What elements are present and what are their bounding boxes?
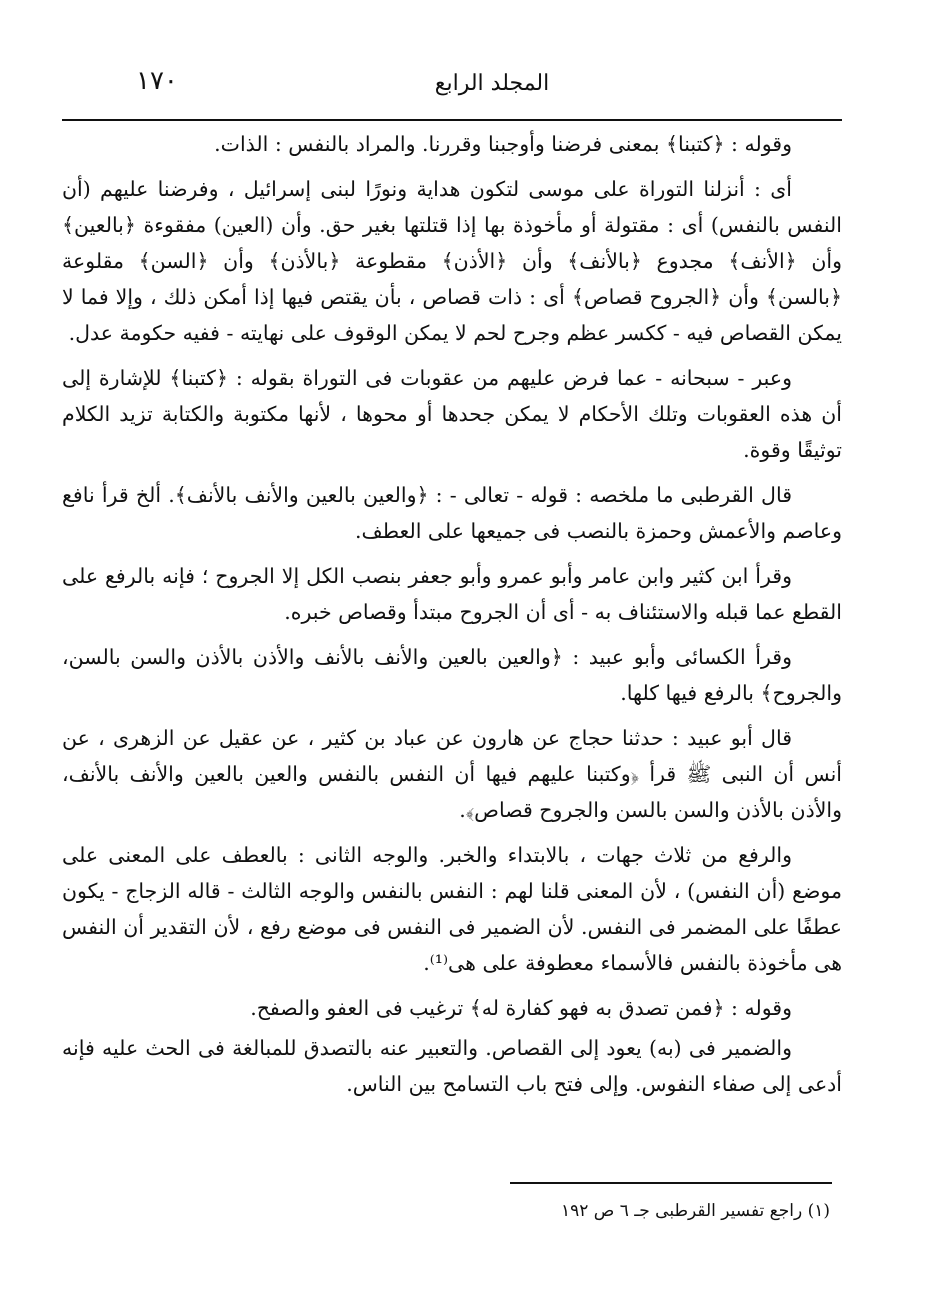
page-number: ١٧٠ (136, 66, 178, 96)
paragraph-7: قال أبو عبيد : حدثنا حجاج عن هارون عن عباد بن كثير ، عن عقيل عن الزهرى ، عن أنس أن النبى ﷺ قرأ ﴿وكتبنا عليهم فيها أن النفس بالنفس والعين بالعين والأنف بالأنف، والأذن بالأذن والسن بالسن والجروح قصاص﴾. (62, 726, 842, 822)
running-title: المجلد الرابع (434, 71, 550, 96)
paragraph-3: وعبر - سبحانه - عما فرض عليهم من عقوبات فى التوراة بقوله : ﴿كتبنا﴾ للإشارة إلى أن هذه العقوبات وتلك الأحكام لا يمكن جحدها أو محوها ، لأنها مكتوبة والكتابة تزيد الكلام توثيقًا وقوة. (62, 366, 842, 462)
paragraph-6: وقرأ الكسائى وأبو عبيد : ﴿والعين بالعين والأنف بالأنف والأذن بالأذن والسن بالسن، والجروح﴾ بالرفع فيها كلها. (62, 645, 842, 705)
footnote-rule (510, 1182, 832, 1184)
paragraph-5: وقرأ ابن كثير وابن عامر وأبو عمرو وأبو جعفر بنصب الكل إلا الجروح ؛ فإنه بالرفع على القطع عما قبله والاستئناف به - أى أن الجروح مبتدأ وقصاص خبره. (62, 564, 842, 624)
footnote: (١) راجع تفسير القرطبى جـ ٦ ص ١٩٢ (560, 1201, 830, 1221)
paragraph-2: أى : أنزلنا التوراة على موسى لتكون هداية ونورًا لبنى إسرائيل ، وفرضنا عليهم (أن النفس بالنفس) أى : مقتولة أو مأخوذة بها إذا قتلتها بغير حق. وأن (العين) مفقوءة ﴿بالعين﴾ وأن ﴿الأنف﴾ مجدوع ﴿بالأنف﴾ وأن ﴿الأذن﴾ مقطوعة ﴿بالأذن﴾ وأن ﴿السن﴾ مقلوعة ﴿بالسن﴾ وأن ﴿الجروح قصاص﴾ أى : ذات قصاص ، بأن يقتص فيها إذا أمكن ذلك ، وإلا فما لا يمكن القصاص فيه - ككسر عظم وجرح لحم لا يمكن الوقوف على نهايته - ففيه حكومة عدل. (62, 177, 842, 345)
main-text (62, 126, 842, 1111)
paragraph-4: قال القرطبى ما ملخصه : قوله - تعالى - : ﴿والعين بالعين والأنف بالأنف﴾. ألخ قرأ نافع وعاصم والأعمش وحمزة بالنصب فى جميعها على العطف. (62, 483, 842, 543)
paragraph-10: والضمير فى (به) يعود إلى القصاص. والتعبير عنه بالتصدق للمبالغة فى الحث عليه فإنه أدعى إلى صفاء النفوس. وإلى فتح باب التسامح بين الناس. (62, 1036, 842, 1096)
header-rule (62, 119, 842, 121)
paragraph-9: وقوله : ﴿فمن تصدق به فهو كفارة له﴾ ترغيب فى العفو والصفح. (250, 996, 792, 1020)
page-header (62, 62, 842, 112)
paragraph-1: وقوله : ﴿كتبنا﴾ بمعنى فرضنا وأوجبنا وقررنا. والمراد بالنفس : الذات. (214, 132, 792, 156)
paragraph-8: والرفع من ثلاث جهات ، بالابتداء والخبر. والوجه الثانى : بالعطف على المعنى على موضع (أن النفس) ، لأن المعنى قلنا لهم : النفس بالنفس والوجه الثالث - قاله الزجاج - يكون عطفًا على المضمر فى النفس. لأن الضمير فى النفس فى موضع رفع ، لأن التقدير أن النفس هى مأخوذة بالنفس فالأسماء معطوفة على هى⁽¹⁾. (62, 843, 842, 975)
